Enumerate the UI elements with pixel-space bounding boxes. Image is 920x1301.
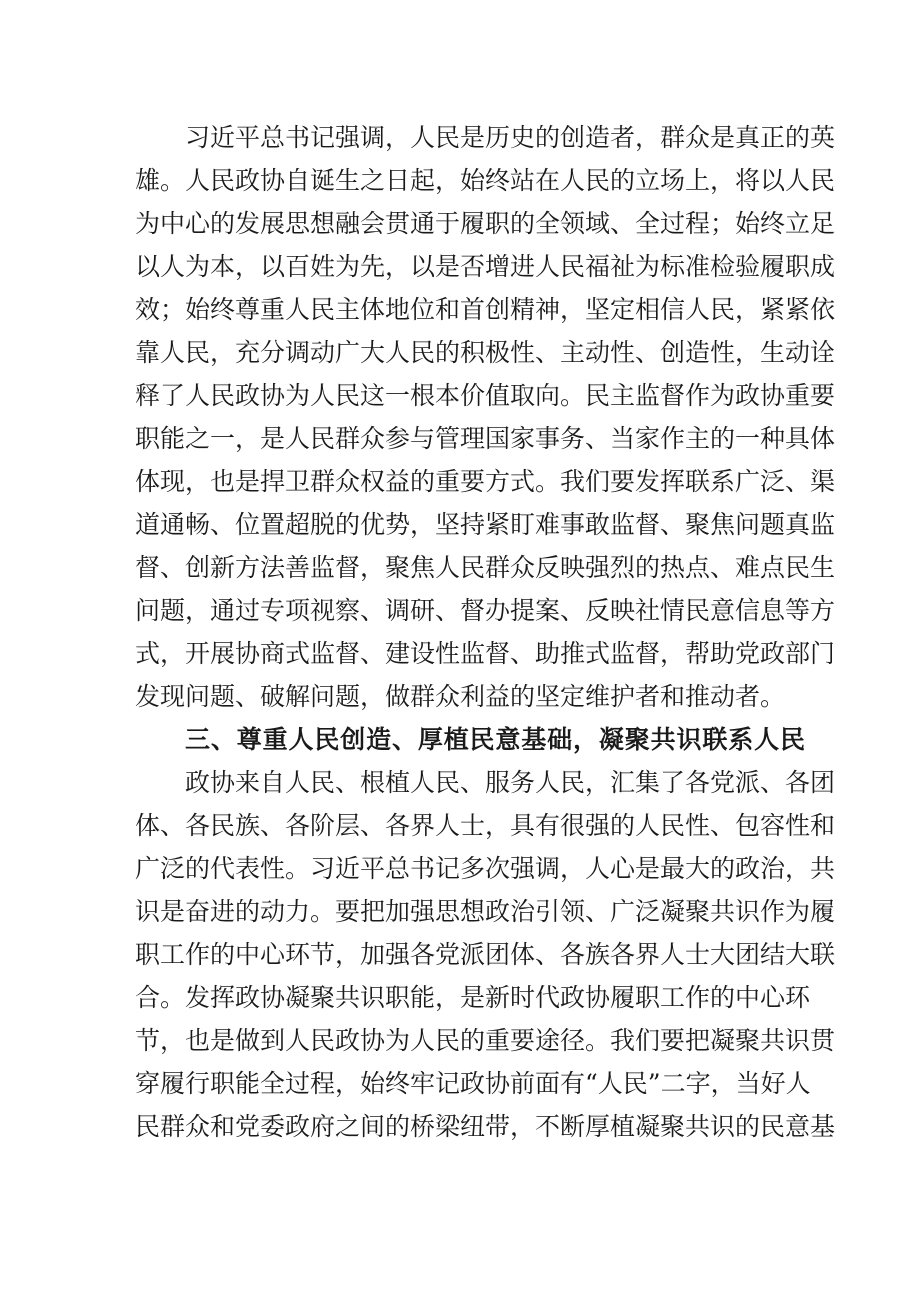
paragraph-line: 节，也是做到人民政协为人民的重要途径。我们要把凝聚共识贯 [135, 1026, 836, 1055]
paragraph-line: 靠人民，充分调动广大人民的积极性、主动性、创造性，生动诠 [135, 338, 836, 367]
paragraph-line: 为中心的发展思想融会贯通于履职的全领域、全过程；始终立足 [135, 209, 836, 238]
paragraph-line: 职工作的中心环节，加强各党派团体、各族各界人士大团结大联 [135, 940, 836, 969]
paragraph-line: 问题，通过专项视察、调研、督办提案、反映社情民意信息等方 [135, 596, 836, 625]
paragraph-line: 识是奋进的动力。要把加强思想政治引领、广泛凝聚共识作为履 [135, 897, 836, 926]
paragraph-line: 发现问题、破解问题，做群众利益的坚定维护者和推动者。 [135, 682, 786, 711]
section-heading: 三、尊重人民创造、厚植民意基础，凝聚共识联系人民 [185, 725, 805, 754]
paragraph-line: 效；始终尊重人民主体地位和首创精神，坚定相信人民，紧紧依 [135, 295, 836, 324]
paragraph-line: 雄。人民政协自诞生之日起，始终站在人民的立场上，将以人民 [135, 166, 836, 195]
paragraph-line: 道通畅、位置超脱的优势，坚持紧盯难事敢监督、聚焦问题真监 [135, 510, 836, 539]
paragraph-line: 穿履行职能全过程，始终牢记政协前面有“人民”二字，当好人 [135, 1069, 811, 1098]
paragraph-line: 习近平总书记强调，人民是历史的创造者，群众是真正的英 [185, 123, 836, 152]
paragraph-line: 体、各民族、各阶层、各界人士，具有很强的人民性、包容性和 [135, 811, 836, 840]
paragraph-line: 政协来自人民、根植人民、服务人民，汇集了各党派、各团 [185, 768, 836, 797]
paragraph-line: 广泛的代表性。习近平总书记多次强调，人心是最大的政治，共 [135, 854, 836, 883]
paragraph-line: 民群众和党委政府之间的桥梁纽带，不断厚植凝聚共识的民意基 [135, 1112, 836, 1141]
paragraph-line: 以人为本，以百姓为先，以是否增进人民福祉为标准检验履职成 [135, 252, 836, 281]
paragraph-line: 体现，也是捍卫群众权益的重要方式。我们要发挥联系广泛、渠 [135, 467, 836, 496]
paragraph-line: 合。发挥政协凝聚共识职能，是新时代政协履职工作的中心环 [135, 983, 811, 1012]
paragraph-line: 职能之一，是人民群众参与管理国家事务、当家作主的一种具体 [135, 424, 836, 453]
paragraph-line: 督、创新方法善监督，聚焦人民群众反映强烈的热点、难点民生 [135, 553, 836, 582]
paragraph-line: 释了人民政协为人民这一根本价值取向。民主监督作为政协重要 [135, 381, 836, 410]
paragraph-line: 式，开展协商式监督、建设性监督、助推式监督，帮助党政部门 [135, 639, 836, 668]
